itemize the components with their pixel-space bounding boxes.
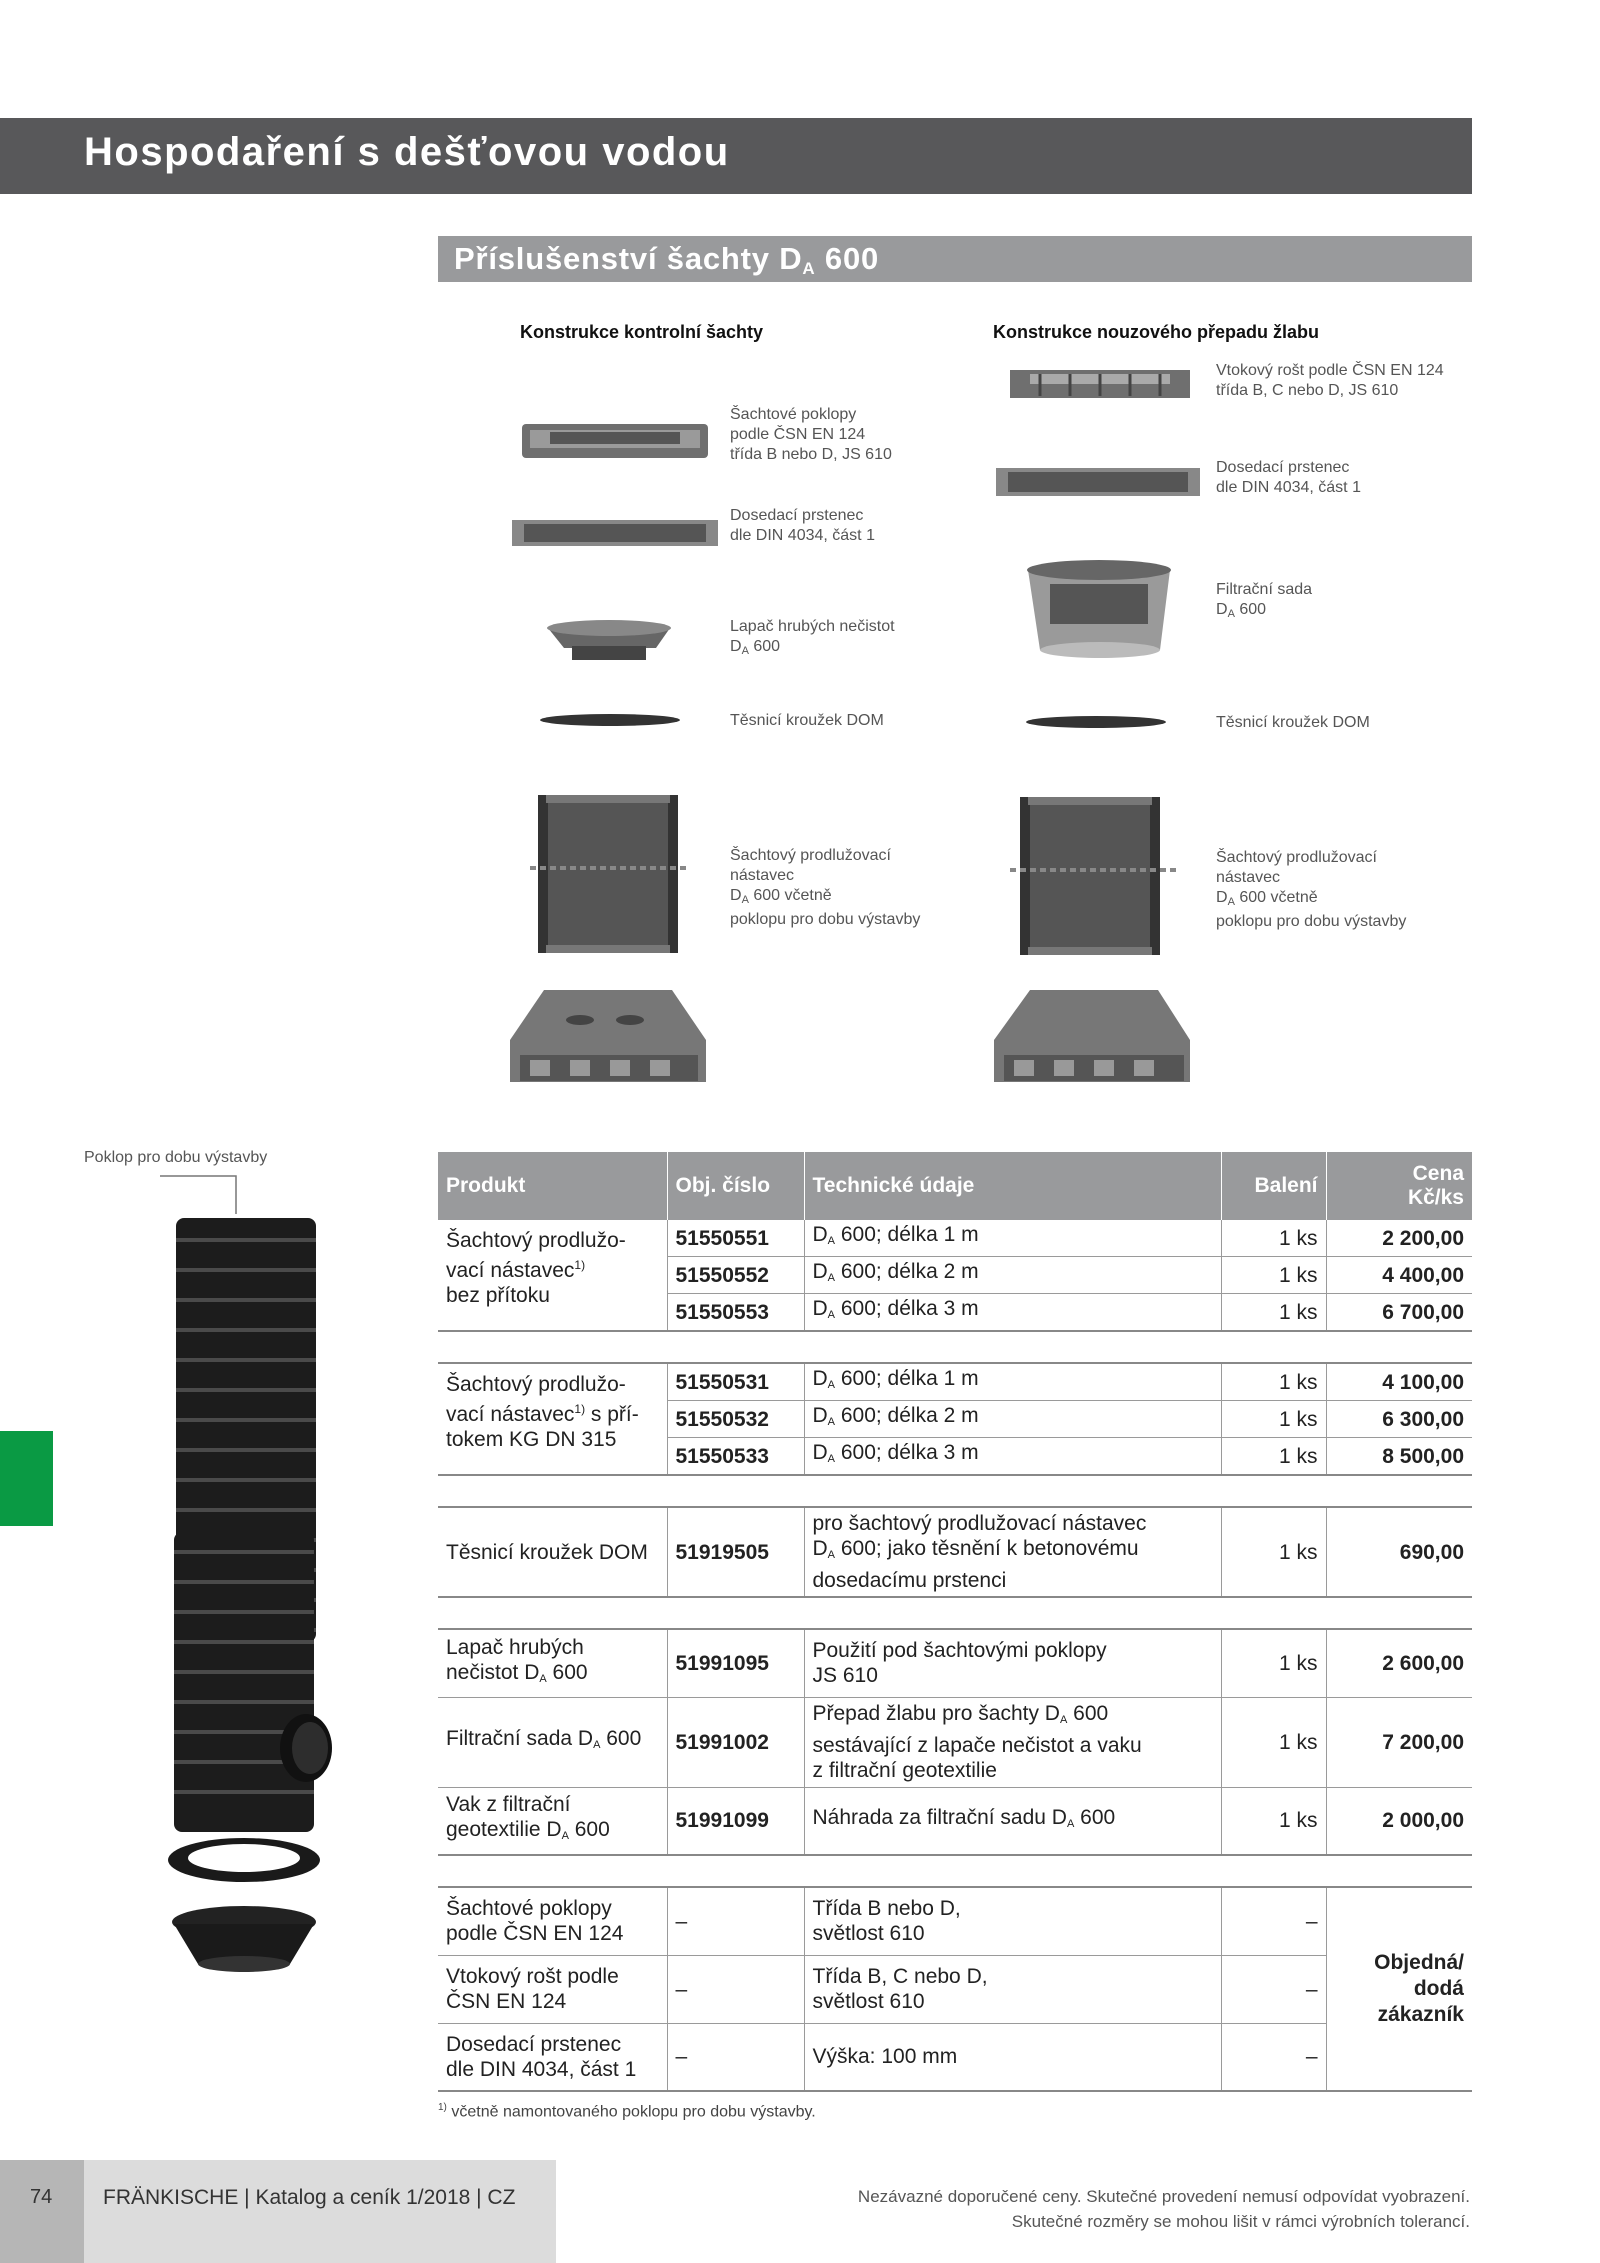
pipe-inlet-icon [174,1532,332,1832]
shaft-base-icon [510,990,706,1082]
price-cell: 7 200,00 [1326,1697,1472,1787]
header-pack: Balení [1221,1152,1326,1220]
obj-cell: 51550533 [667,1438,804,1476]
price-cell: 6 700,00 [1326,1294,1472,1332]
price-cell: 4 100,00 [1326,1363,1472,1401]
header-obj: Obj. číslo [667,1152,804,1220]
tech-cell: $D_A$ 600; délka 2 m [804,1257,1221,1294]
obj-cell: 51991002 [667,1697,804,1787]
product-photos-lower [160,1532,360,2042]
price-cell: 2 000,00 [1326,1787,1472,1855]
table-row [438,1887,1472,1955]
catalog-info: FRÄNKISCHE | Katalog a ceník 1/2018 | CZ [103,2186,516,2209]
tech-cell: $D_A$ 600; délka 2 m [804,1401,1221,1438]
product-cell: Šachtový prodlužo- vací nástavec$^{1)}$ s pří- tokem KG DN 315 [438,1363,667,1475]
pack-cell: 1 ks [1221,1787,1326,1855]
tech-cell: Výška: 100 mm [804,2023,1221,2091]
manhole-cover-icon [522,424,708,458]
label-extension: Šachtový prodlužovací nástavec $D_A$ 600 včetně poklopu pro dobu výstavby [730,847,921,928]
table-row [438,1787,1472,1855]
disclaimer: Nezávazné doporučené ceny. Skutečné provedení nemusí odpovídat vyobrazení. Skutečné rozměry se mohou lišit v rámci výrobních tolerancí. [857,2187,1470,2231]
pack-cell: 1 ks [1221,1697,1326,1787]
extension-icon [530,795,690,953]
header-tech: Technické údaje [804,1152,1221,1220]
tech-cell: Náhrada za filtrační sadu $D_A$ 600 [804,1787,1221,1855]
product-cell: Filtrační sada $D_A$ 600 [438,1697,667,1787]
obj-cell: 51550551 [667,1220,804,1257]
table-header [438,1152,1472,1220]
header-price: Cena Kč/ks [1326,1152,1472,1220]
footnote: $^{1)}$ včetně namontovaného poklopu pro dobu výstavby. [438,2102,816,2121]
table-row [438,1629,1472,1697]
price-cell: 4 400,00 [1326,1257,1472,1294]
pack-cell: 1 ks [1221,1507,1326,1597]
obj-cell: – [667,2023,804,2091]
label-extension-right: Šachtový prodlužovací nástavec $D_A$ 600 včetně poklopu pro dobu výstavby [1216,849,1407,930]
tech-cell: Použití pod šachtovými poklopy JS 610 [804,1629,1221,1697]
section-tab [0,1431,53,1526]
seal-ring-icon [540,714,680,726]
label-inlet-grate: Vtokový rošt podle ČSN EN 124 třída B, C nebo D, JS 610 [1216,362,1444,399]
page-title: Hospodaření s dešťovou vodou [84,130,730,174]
price-cell: 2 200,00 [1326,1220,1472,1257]
header-product: Produkt [438,1152,667,1220]
page-number: 74 [30,2186,53,2208]
tech-cell: $D_A$ 600; délka 3 m [804,1438,1221,1476]
pack-cell: – [1221,2023,1326,2091]
obj-cell: 51991095 [667,1629,804,1697]
inlet-grate-icon [1010,370,1190,398]
product-cell: Lapač hrubých nečistot $D_A$ 600 [438,1629,667,1697]
price-cell: 2 600,00 [1326,1629,1472,1697]
table-row [438,1697,1472,1787]
dirt-catcher-photo-icon [172,1906,316,1972]
obj-cell: 51991099 [667,1787,804,1855]
pack-cell: – [1221,1955,1326,2023]
product-cell: Vtokový rošt podle ČSN EN 124 [438,1955,667,2023]
table-row [438,1507,1472,1597]
product-cell: Šachtové poklopy podle ČSN EN 124 [438,1887,667,1955]
tech-cell: pro šachtový prodlužovací nástavec $D_A$ 600; jako těsnění k betonovému dosedacímu prstenci [804,1507,1221,1597]
dirt-catcher-icon [547,620,671,660]
extension-icon [1010,797,1180,955]
left-column-title: Konstrukce kontrolní šachty [520,322,764,342]
label-filter-set: Filtrační sada $D_A$ 600 [1216,581,1313,620]
tech-cell: $D_A$ 600; délka 1 m [804,1363,1221,1401]
left-assembly-illustration [510,410,720,1090]
support-ring-icon [996,468,1200,496]
label-support-ring-right: Dosedací prstenec dle DIN 4034, část 1 [1216,459,1361,496]
product-cell: Dosedací prstenec dle DIN 4034, část 1 [438,2023,667,2091]
pack-cell: 1 ks [1221,1220,1326,1257]
table-row [438,1363,1472,1401]
label-seal-ring-right: Těsnicí kroužek DOM [1216,714,1370,731]
label-seal-ring: Těsnicí kroužek DOM [730,712,884,729]
label-support-ring: Dosedací prstenec dle DIN 4034, část 1 [730,507,875,544]
support-ring-icon [512,520,718,546]
right-column-title: Konstrukce nouzového přepadu žlabu [993,322,1320,342]
product-cell: Těsnicí kroužek DOM [438,1507,667,1597]
tech-cell: Třída B nebo D, světlost 610 [804,1887,1221,1955]
obj-cell: – [667,1887,804,1955]
obj-cell: 51550531 [667,1363,804,1401]
obj-cell: – [667,1955,804,2023]
label-shaft-covers: Šachtové poklopy podle ČSN EN 124 třída B nebo D, JS 610 [730,406,892,463]
pack-cell: 1 ks [1221,1401,1326,1438]
shaft-base-icon [994,990,1190,1082]
seal-ring-photo-icon [168,1838,320,1882]
pack-cell: 1 ks [1221,1294,1326,1332]
price-cell: 6 300,00 [1326,1401,1472,1438]
price-cell: 690,00 [1326,1507,1472,1597]
price-cell: Objedná/ dodá zákazník [1326,1887,1472,2091]
tech-cell: Třída B, C nebo D, světlost 610 [804,1955,1221,2023]
tech-cell: $D_A$ 600; délka 3 m [804,1294,1221,1332]
pack-cell: 1 ks [1221,1257,1326,1294]
pack-cell: 1 ks [1221,1629,1326,1697]
table-row [438,1955,1472,2023]
page-number-box [0,2160,84,2263]
product-cell: Vak z filtrační geotextilie $D_A$ 600 [438,1787,667,1855]
pack-cell: – [1221,1887,1326,1955]
obj-cell: 51550552 [667,1257,804,1294]
filter-set-icon [1027,560,1171,658]
seal-ring-icon [1026,716,1166,728]
tech-cell: Přepad žlabu pro šachty $D_A$ 600 sestávající z lapače nečistot a vaku z filtrační geotextilie [804,1697,1221,1787]
price-cell: 8 500,00 [1326,1438,1472,1476]
label-dirt-catcher: Lapač hrubých nečistot $D_A$ 600 [730,618,895,657]
pack-cell: 1 ks [1221,1363,1326,1401]
pack-cell: 1 ks [1221,1438,1326,1476]
section-title: Příslušenství šachty $D_A$ 600 [454,241,880,278]
obj-cell: 51550532 [667,1401,804,1438]
product-cell: Šachtový prodlužo- vací nástavec$^{1)}$ bez přítoku [446,1229,626,1307]
obj-cell: 51919505 [667,1507,804,1597]
side-caption: Poklop pro dobu výstavby [84,1149,268,1166]
table-row [438,1220,1472,1257]
table-row [438,2023,1472,2091]
product-table [438,1152,1472,2092]
obj-cell: 51550553 [667,1294,804,1332]
tech-cell: $D_A$ 600; délka 1 m [804,1220,1221,1257]
right-assembly-illustration [990,360,1210,1090]
